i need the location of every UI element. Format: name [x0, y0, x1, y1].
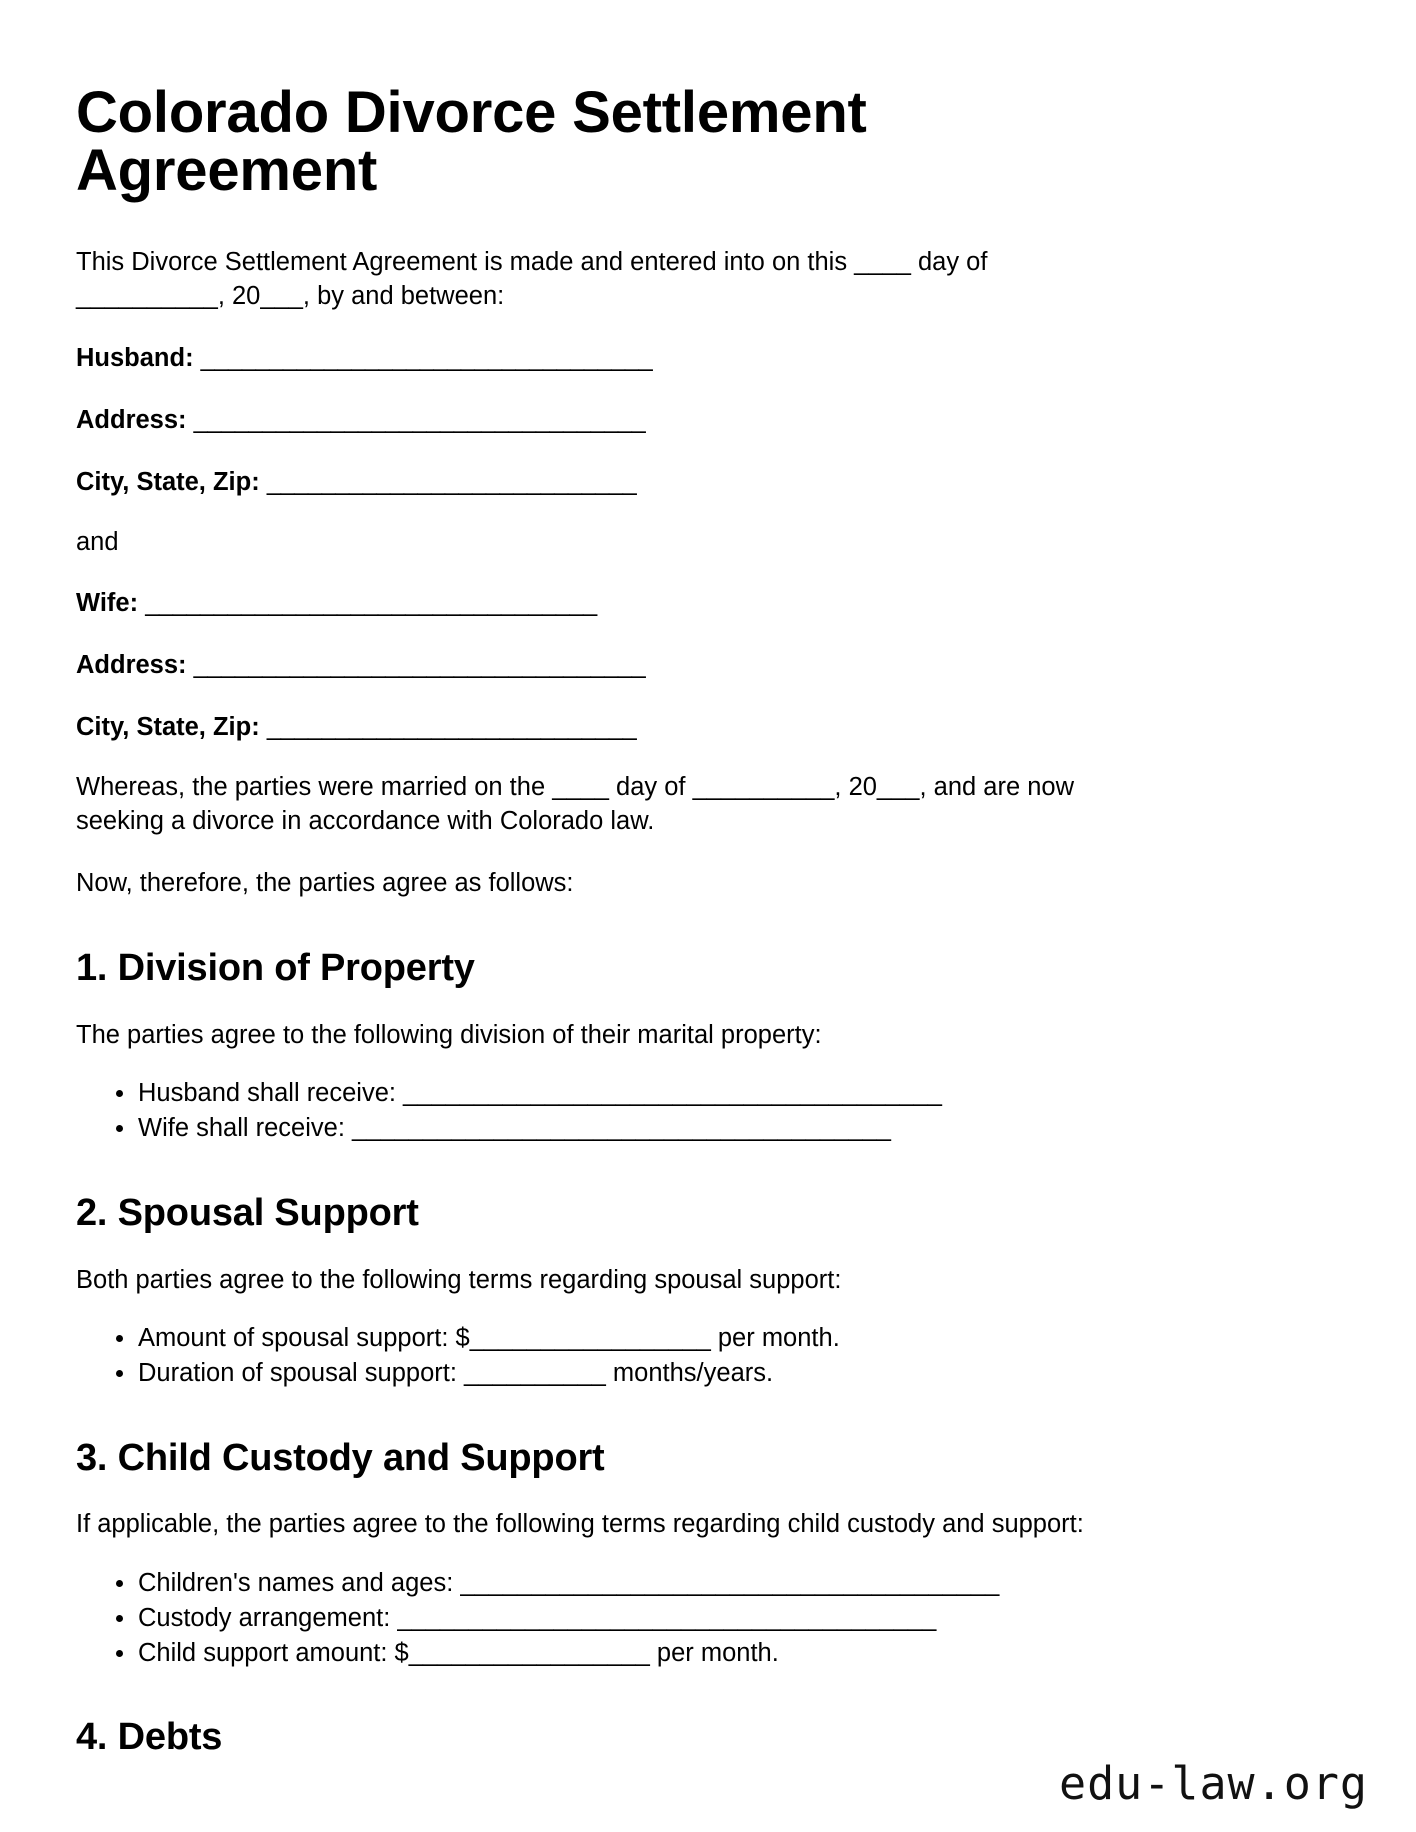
wife-name-label: Wife: [76, 589, 139, 618]
wife-name-field [76, 559, 1340, 621]
document-content [76, 0, 1340, 1760]
wife-name-blank[interactable]: _________________________________ [145, 589, 597, 618]
wife-city-state-zip-label: City, State, Zip: [76, 713, 260, 742]
section-heading-child-custody-and-support: 3. Child Custody and Support [76, 1436, 605, 1479]
list-item[interactable]: Custody arrangement: ______________________________________ [76, 1601, 1340, 1636]
wife-address-blank[interactable]: _________________________________ [193, 651, 646, 680]
intro-paragraph: This Divorce Settlement Agreement is made and entered into on this ____ day of __________, 20___, by and between: [76, 248, 988, 310]
list-item[interactable]: Child support amount: $_________________ per month. [76, 1636, 1340, 1671]
bullet-list-division-of-property [76, 1052, 1340, 1145]
husband-address-blank[interactable]: _________________________________ [193, 405, 646, 434]
section-intro-spousal-support: Both parties agree to the following terms regarding spousal support: [76, 1265, 842, 1294]
husband-name-label: Husband: [76, 343, 194, 372]
wife-city-state-zip-field [76, 683, 1340, 745]
site-watermark: edu-law.org [1058, 1757, 1368, 1810]
whereas-paragraph: Whereas, the parties were married on the ____ day of __________, 20___, and are now seeking a divorce in accordance with Colorado law. [76, 773, 1074, 836]
wife-address-field [76, 621, 1340, 683]
list-item[interactable]: Amount of spousal support: $_________________ per month. [76, 1321, 1340, 1356]
husband-address-label: Address: [76, 405, 187, 434]
section-intro-division-of-property: The parties agree to the following division of their marital property: [76, 1020, 822, 1049]
list-item[interactable]: Children's names and ages: ______________________________________ [76, 1566, 1340, 1601]
now-therefore-paragraph: Now, therefore, the parties agree as follows: [76, 868, 574, 897]
page-title: Colorado Divorce Settlement Agreement [76, 80, 867, 203]
husband-name-field [76, 314, 1340, 376]
section-heading-debts: 4. Debts [76, 1716, 223, 1759]
section-heading-division-of-property: 1. Division of Property [76, 946, 475, 989]
and-connector: and [76, 527, 119, 556]
list-item[interactable]: Husband shall receive: ______________________________________ [76, 1076, 1340, 1111]
husband-city-state-zip-label: City, State, Zip: [76, 467, 260, 496]
bullet-list-spousal-support [76, 1297, 1340, 1390]
husband-address-field [76, 376, 1340, 438]
husband-city-state-zip-field [76, 438, 1340, 500]
wife-address-label: Address: [76, 651, 187, 680]
list-item[interactable]: Duration of spousal support: __________ months/years. [76, 1356, 1340, 1391]
bullet-list-child-custody-and-support [76, 1542, 1340, 1670]
section-heading-spousal-support: 2. Spousal Support [76, 1191, 419, 1234]
list-item[interactable]: Wife shall receive: ______________________________________ [76, 1111, 1340, 1146]
wife-city-state-zip-blank[interactable]: ___________________________ [266, 713, 637, 742]
husband-name-blank[interactable]: _________________________________ [200, 343, 653, 372]
husband-city-state-zip-blank[interactable]: ___________________________ [266, 467, 637, 496]
section-intro-child-custody-and-support: If applicable, the parties agree to the following terms regarding child custody and support: [76, 1510, 1084, 1539]
